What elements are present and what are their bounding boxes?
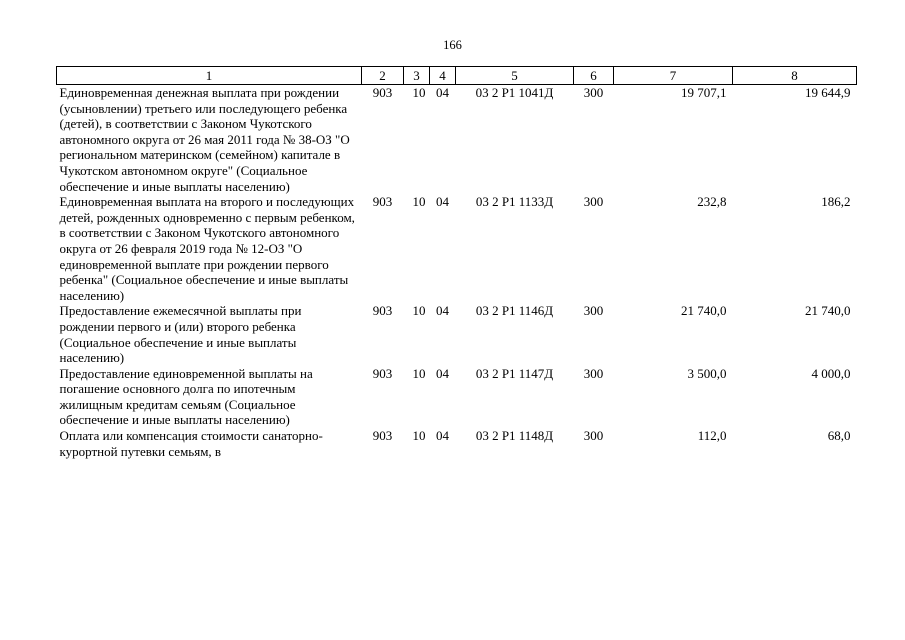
row-col-8: 68,0 xyxy=(827,428,851,444)
row-col-6: 300 xyxy=(583,365,604,381)
row-col-4: 04 xyxy=(436,365,449,381)
header-col-6: 6 xyxy=(574,67,614,85)
row-col-8: 4 000,0 xyxy=(811,365,851,381)
row-col-7: 112,0 xyxy=(697,428,727,444)
row-col-5: 03 2 Р1 1133Д xyxy=(475,194,554,210)
row-description: Предоставление единовременной выплаты на погашение основного долга по ипотечным жилищным кредитам семьям (Социальное обеспечение и иные выплаты населению) xyxy=(59,365,313,428)
row-col-2: 903 xyxy=(372,303,393,319)
row-col-2: 903 xyxy=(372,428,393,444)
row-col-5: 03 2 Р1 1147Д xyxy=(475,365,554,381)
row-col-4: 04 xyxy=(436,194,449,210)
row-col-8: 186,2 xyxy=(821,194,851,210)
table-row xyxy=(57,428,857,459)
header-col-5: 5 xyxy=(456,67,574,85)
row-col-3: 10 xyxy=(412,428,426,444)
table-row xyxy=(57,303,857,365)
table-row xyxy=(57,194,857,303)
row-col-3: 10 xyxy=(412,85,426,100)
row-col-5: 03 2 Р1 1041Д xyxy=(475,85,554,100)
row-col-5: 03 2 Р1 1146Д xyxy=(475,303,554,319)
row-col-2: 903 xyxy=(372,194,393,210)
row-col-7: 3 500,0 xyxy=(687,365,727,381)
row-col-8: 19 644,9 xyxy=(805,85,851,100)
row-col-6: 300 xyxy=(583,194,604,210)
row-description: Единовременная выплата на второго и последующих детей, рожденных одновременно с первым ребенком, в соответствии с Законом Чукотского автономного округа от 26 февраля 2019 года № 12-ОЗ "О единовременной выплате при рождении первого ребенка" (Социальное обеспечение и иные выплаты населению) xyxy=(59,194,355,303)
row-col-6: 300 xyxy=(583,303,604,319)
budget-table xyxy=(56,66,857,459)
page-number: 166 xyxy=(443,38,462,52)
row-description: Единовременная денежная выплата при рождении (усыновлении) третьего или последующего ребенка (детей), в соответствии с Законом Чукотского автономного округа от 26 мая 2011 года № 38-ОЗ "О региональном материнском (семейном) капитале в Чукотском автономном округе" (Социальное обеспечение и иные выплаты населению) xyxy=(59,85,350,194)
row-col-8: 21 740,0 xyxy=(805,303,851,319)
table-header-row xyxy=(57,67,857,85)
row-col-2: 903 xyxy=(372,85,393,100)
row-col-3: 10 xyxy=(412,303,426,319)
row-col-4: 04 xyxy=(436,303,449,319)
row-description: Оплата или компенсация стоимости санаторно-курортной путевки семьям, в xyxy=(59,428,323,459)
row-col-3: 10 xyxy=(412,365,426,381)
row-col-6: 300 xyxy=(583,85,604,100)
header-col-3: 3 xyxy=(404,67,430,85)
header-col-7: 7 xyxy=(614,67,733,85)
row-col-7: 232,8 xyxy=(697,194,727,210)
header-col-8: 8 xyxy=(733,67,857,85)
header-col-4: 4 xyxy=(430,67,456,85)
header-col-1: 1 xyxy=(57,67,362,85)
table-row xyxy=(57,85,857,195)
table-row xyxy=(57,366,857,428)
row-col-7: 19 707,1 xyxy=(681,85,727,100)
row-col-4: 04 xyxy=(436,85,449,100)
row-col-2: 903 xyxy=(372,365,393,381)
row-col-4: 04 xyxy=(436,428,449,444)
row-description: Предоставление ежемесячной выплаты при рождении первого и (или) второго ребенка (Социальное обеспечение и иные выплаты населению) xyxy=(59,303,302,366)
row-col-6: 300 xyxy=(583,428,604,444)
row-col-7: 21 740,0 xyxy=(681,303,727,319)
header-col-2: 2 xyxy=(362,67,404,85)
row-col-5: 03 2 Р1 1148Д xyxy=(475,428,554,444)
row-col-3: 10 xyxy=(412,194,426,210)
